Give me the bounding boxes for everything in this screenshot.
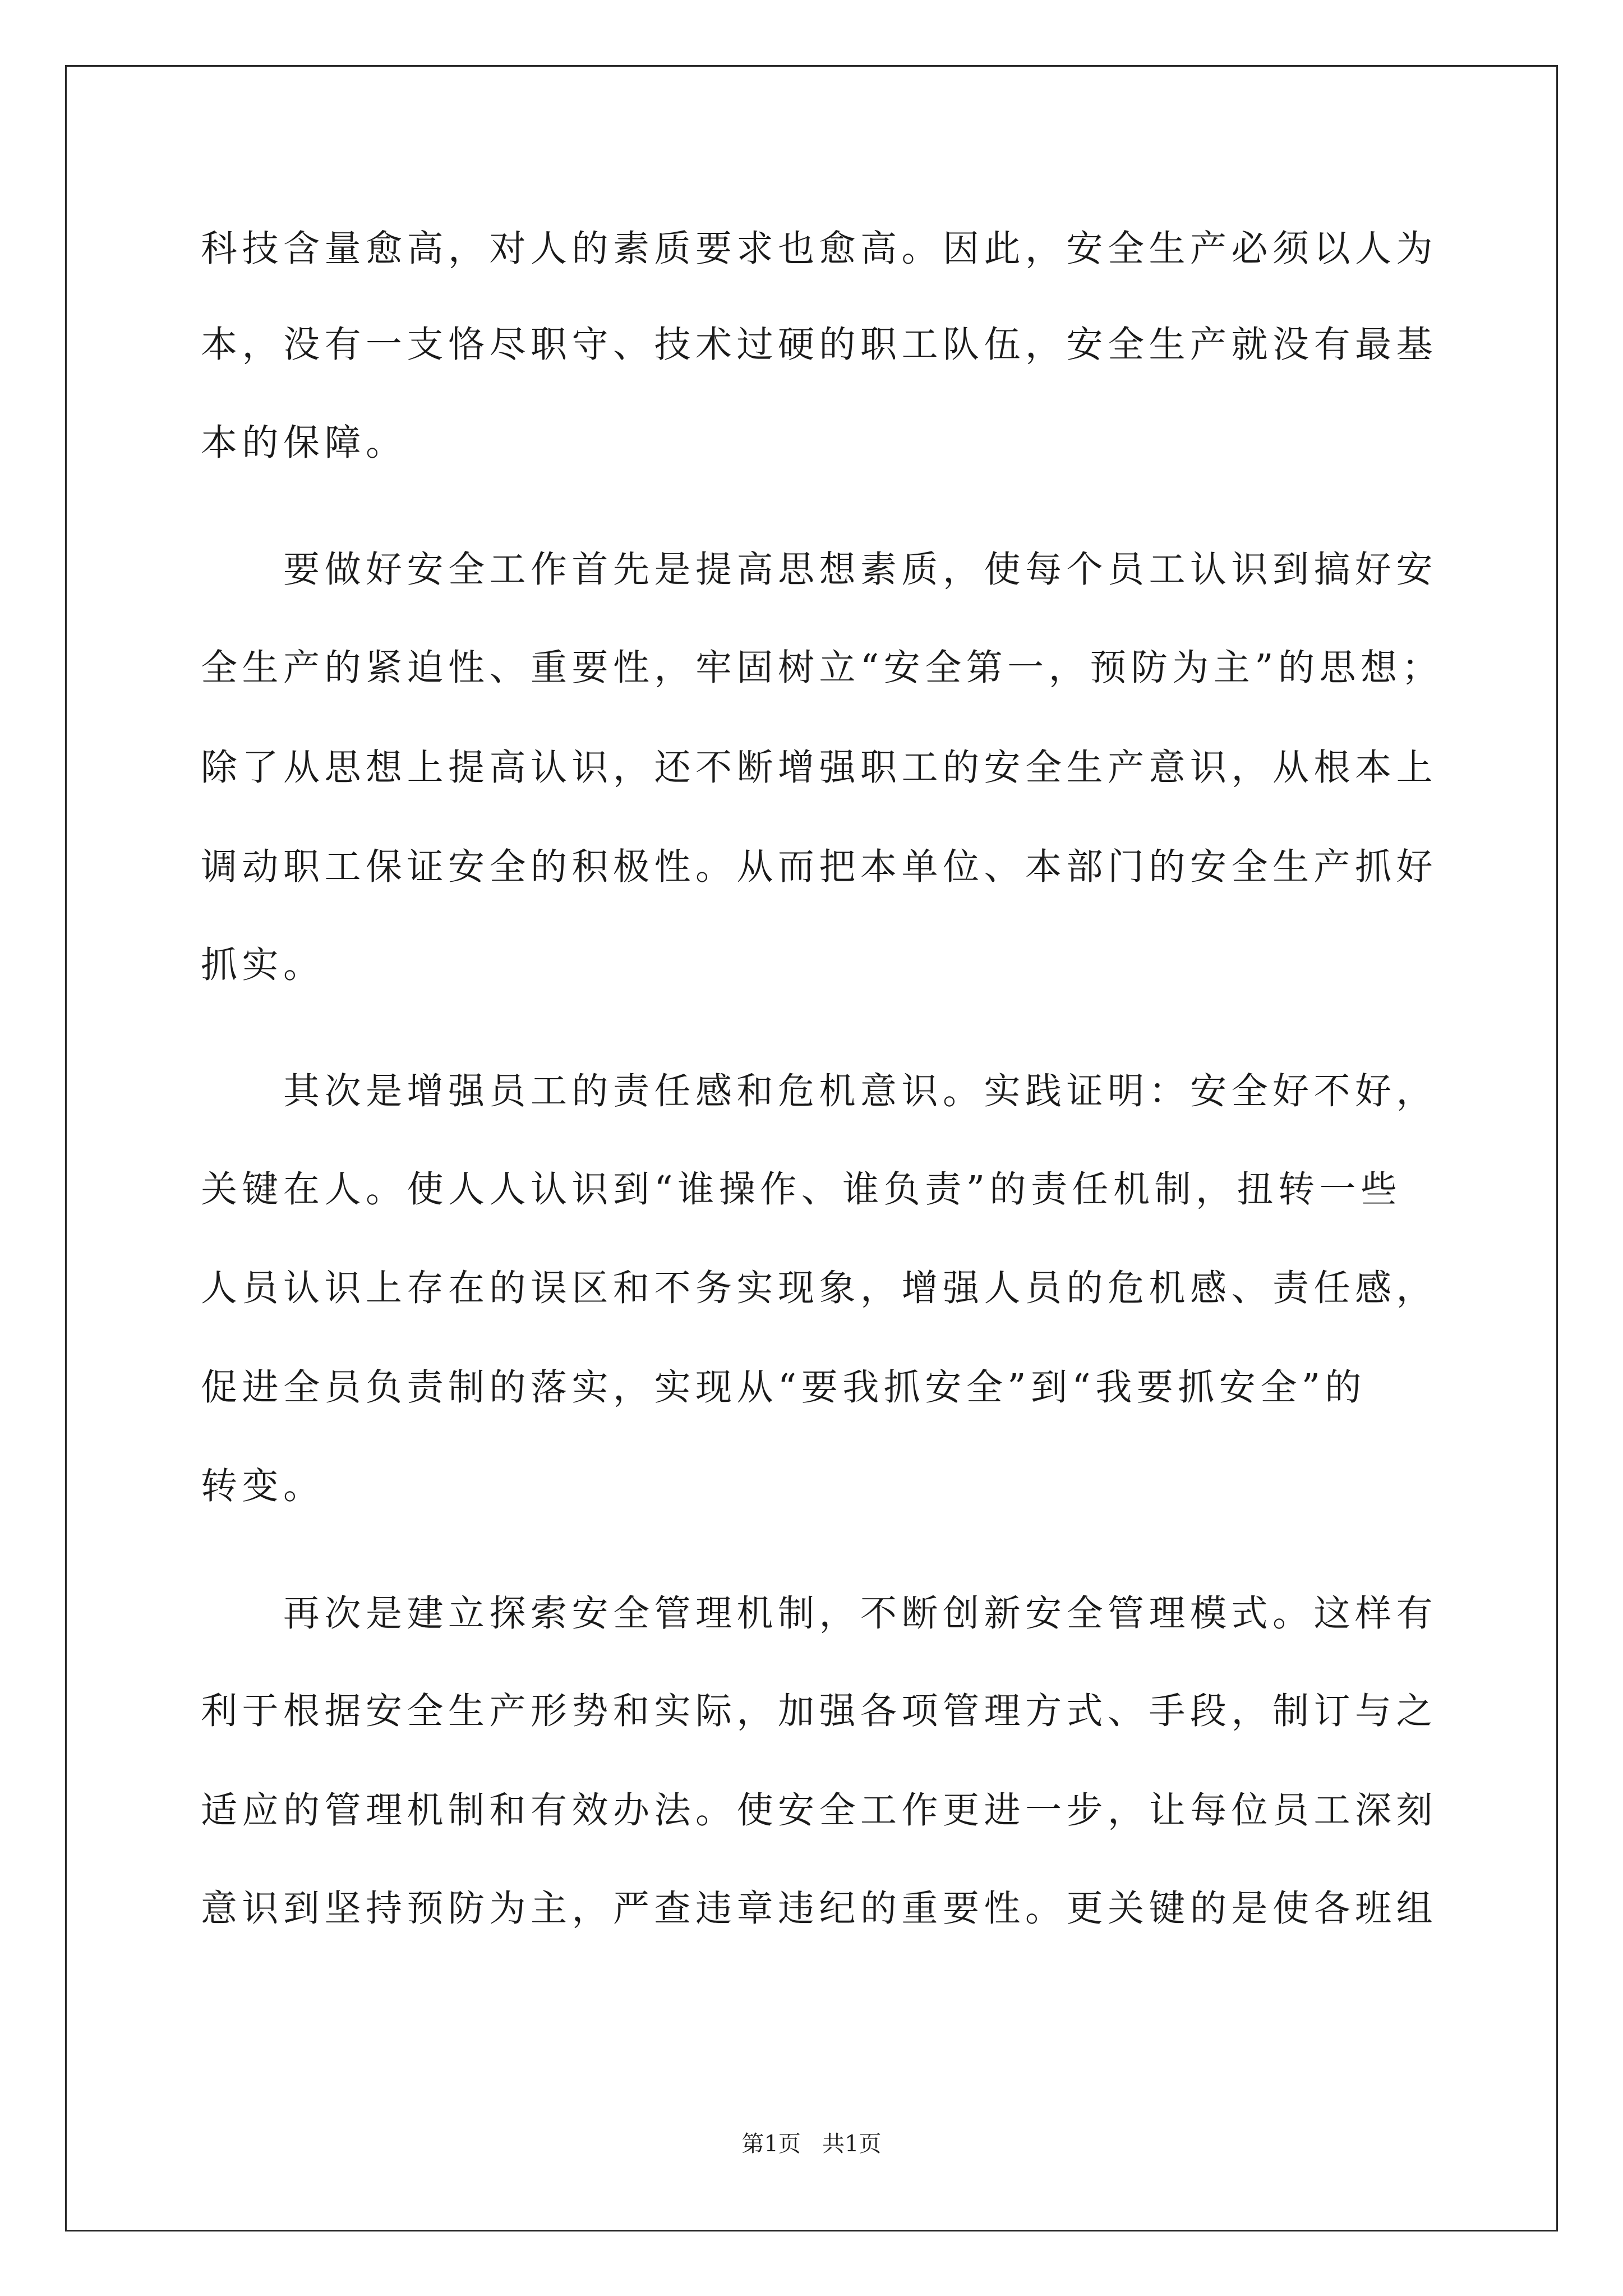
- page-footer: 第1页 共1页: [741, 2131, 882, 2157]
- text-line: 调动职工保证安全的积极性。从而把本单位、本部门的安全生产抓好: [201, 846, 1438, 888]
- text-line: 意识到坚持预防为主，严查违章违纪的重要性。更关键的是使各班组: [201, 1888, 1438, 1930]
- text-line: 适应的管理机制和有效办法。使安全工作更进一步，让每位员工深刻: [201, 1789, 1438, 1832]
- text-line: 本的保障。: [201, 422, 407, 464]
- text-line: 本，没有一支恪尽职守、技术过硬的职工队伍，安全生产就没有最基: [201, 324, 1438, 366]
- text-line: 人员认识上存在的误区和不务实现象，增强人员的危机感、责任感，: [201, 1267, 1438, 1309]
- text-line: 抓实。: [201, 944, 325, 986]
- text-line: 促进全员负责制的落实，实现从“要我抓安全”到“我要抓安全”的: [201, 1366, 1366, 1409]
- text-line: 再次是建立探索安全管理机制，不断创新安全管理模式。这样有: [201, 1593, 1438, 1635]
- text-line: 转变。: [201, 1465, 325, 1507]
- text-line: 关键在人。使人人认识到“谁操作、谁负责”的责任机制，扭转一些: [201, 1168, 1402, 1211]
- text-line: 全生产的紧迫性、重要性，牢固树立“安全第一，预防为主”的思想；: [201, 647, 1443, 689]
- text-line: 要做好安全工作首先是提高思想素质，使每个员工认识到搞好安: [201, 549, 1438, 591]
- text-line: 除了从思想上提高认识，还不断增强职工的安全生产意识，从根本上: [201, 747, 1438, 789]
- text-line: 科技含量愈高，对人的素质要求也愈高。因此，安全生产必须以人为: [201, 228, 1438, 270]
- text-line: 其次是增强员工的责任感和危机意识。实践证明：安全好不好，: [201, 1070, 1438, 1112]
- text-line: 利于根据安全生产形势和实际，加强各项管理方式、手段，制订与之: [201, 1690, 1438, 1732]
